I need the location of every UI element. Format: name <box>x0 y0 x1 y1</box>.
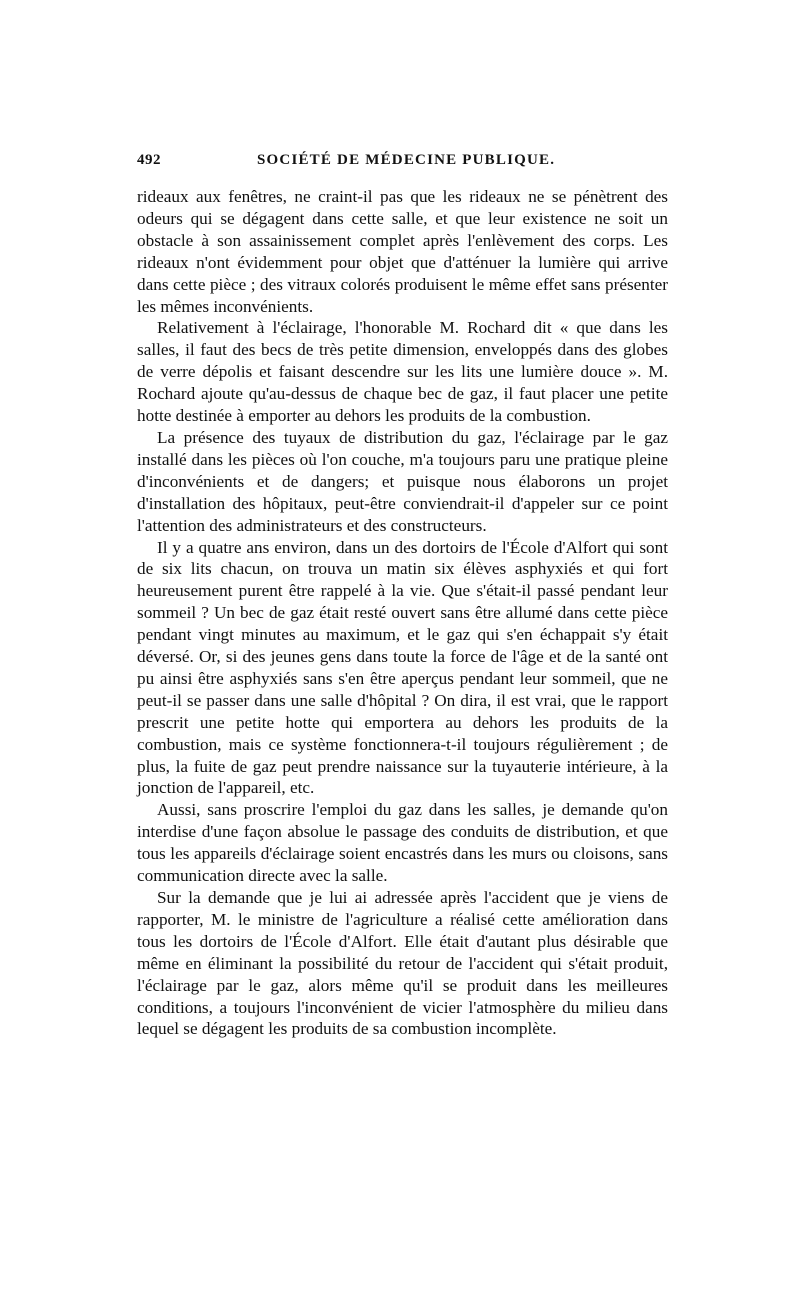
page-number: 492 <box>137 152 161 168</box>
running-title: SOCIÉTÉ DE MÉDECINE PUBLIQUE. <box>257 152 556 168</box>
paragraph-proposal: Aussi, sans proscrire l'emploi du gaz dans les salles, je demande qu'on interdise d'une façon absolue le passage des conduits de distribution, et que tous les appareils d'éclairage soient encastrés dans les murs ou cloisons, sans communication directe avec la salle. <box>137 800 668 886</box>
paragraph-alfort-accident: Il y a quatre ans environ, dans un des dortoirs de l'École d'Alfort qui sont de six lits chacun, on trouva un matin six élèves asphyxiés et qui fort heureusement purent être rappelé à la vie. Que s'était-il passé pendant leur sommeil ? Un bec de gaz était resté ouvert sans être allumé dans cette pièce pendant vingt minutes au maximum, et le gaz qui s'en échappait s'y était déversé. Or, si des jeunes gens dans toute la force de l'âge et de la santé ont pu ainsi être asphyxiés sans s'en être aperçus pendant leur sommeil, que ne peut-il se passer dans une salle d'hôpital ? On dira, il est vrai, que le rapport prescrit une petite hotte qui emportera au dehors les produits de la combustion, mais ce système fonctionnera-t-il toujours régulièrement ; de plus, la fuite de gaz peut prendre naissance sur la tuyauterie intérieure, à la jonction de l'appareil, etc. <box>137 537 668 798</box>
body-text <box>137 186 668 1040</box>
running-header <box>137 152 668 186</box>
paragraph-ministry: Sur la demande que je lui ai adressée après l'accident que je viens de rapporter, M. le ministre de l'agriculture a réalisé cette amélioration dans tous les dortoirs de l'École d'Alfort. Elle était d'autant plus désirable que même en éliminant la possibilité du retour de l'accident qui s'était produit, l'éclairage par le gaz, alors même qu'il se produit dans les meilleures conditions, a toujours l'inconvénient de vicier l'atmosphère du milieu dans lequel se dégagent les produits de sa combustion incomplète. <box>137 888 668 1039</box>
paragraph-lighting: Relativement à l'éclairage, l'honorable M. Rochard dit « que dans les salles, il faut des becs de très petite dimension, enveloppés dans des globes de verre dépolis et faisant descendre sur les lits une lumière douce ». M. Rochard ajoute qu'au-dessus de chaque bec de gaz, il faut placer une petite hotte destinée à emporter au dehors les produits de la combustion. <box>137 318 668 426</box>
paragraph-continuation: rideaux aux fenêtres, ne craint-il pas que les rideaux ne se pénètrent des odeurs qui se dégagent dans cette salle, et que leur existence ne soit un obstacle à son assainissement complet après l'enlèvement des corps. Les rideaux n'ont évidemment pour objet que d'atténuer la lumière qui arrive dans cette pièce ; des vitraux colorés produisent le même effet sans présenter les mêmes inconvénients. <box>137 187 668 316</box>
book-page <box>137 152 668 1040</box>
paragraph-gas-distribution: La présence des tuyaux de distribution du gaz, l'éclairage par le gaz installé dans les pièces où l'on couche, m'a toujours paru une pratique pleine d'inconvénients et de dangers; et puisque nous élaborons un projet d'installation des hôpitaux, peut-être conviendrait-il d'appeler sur ce point l'attention des administrateurs et des constructeurs. <box>137 427 668 535</box>
